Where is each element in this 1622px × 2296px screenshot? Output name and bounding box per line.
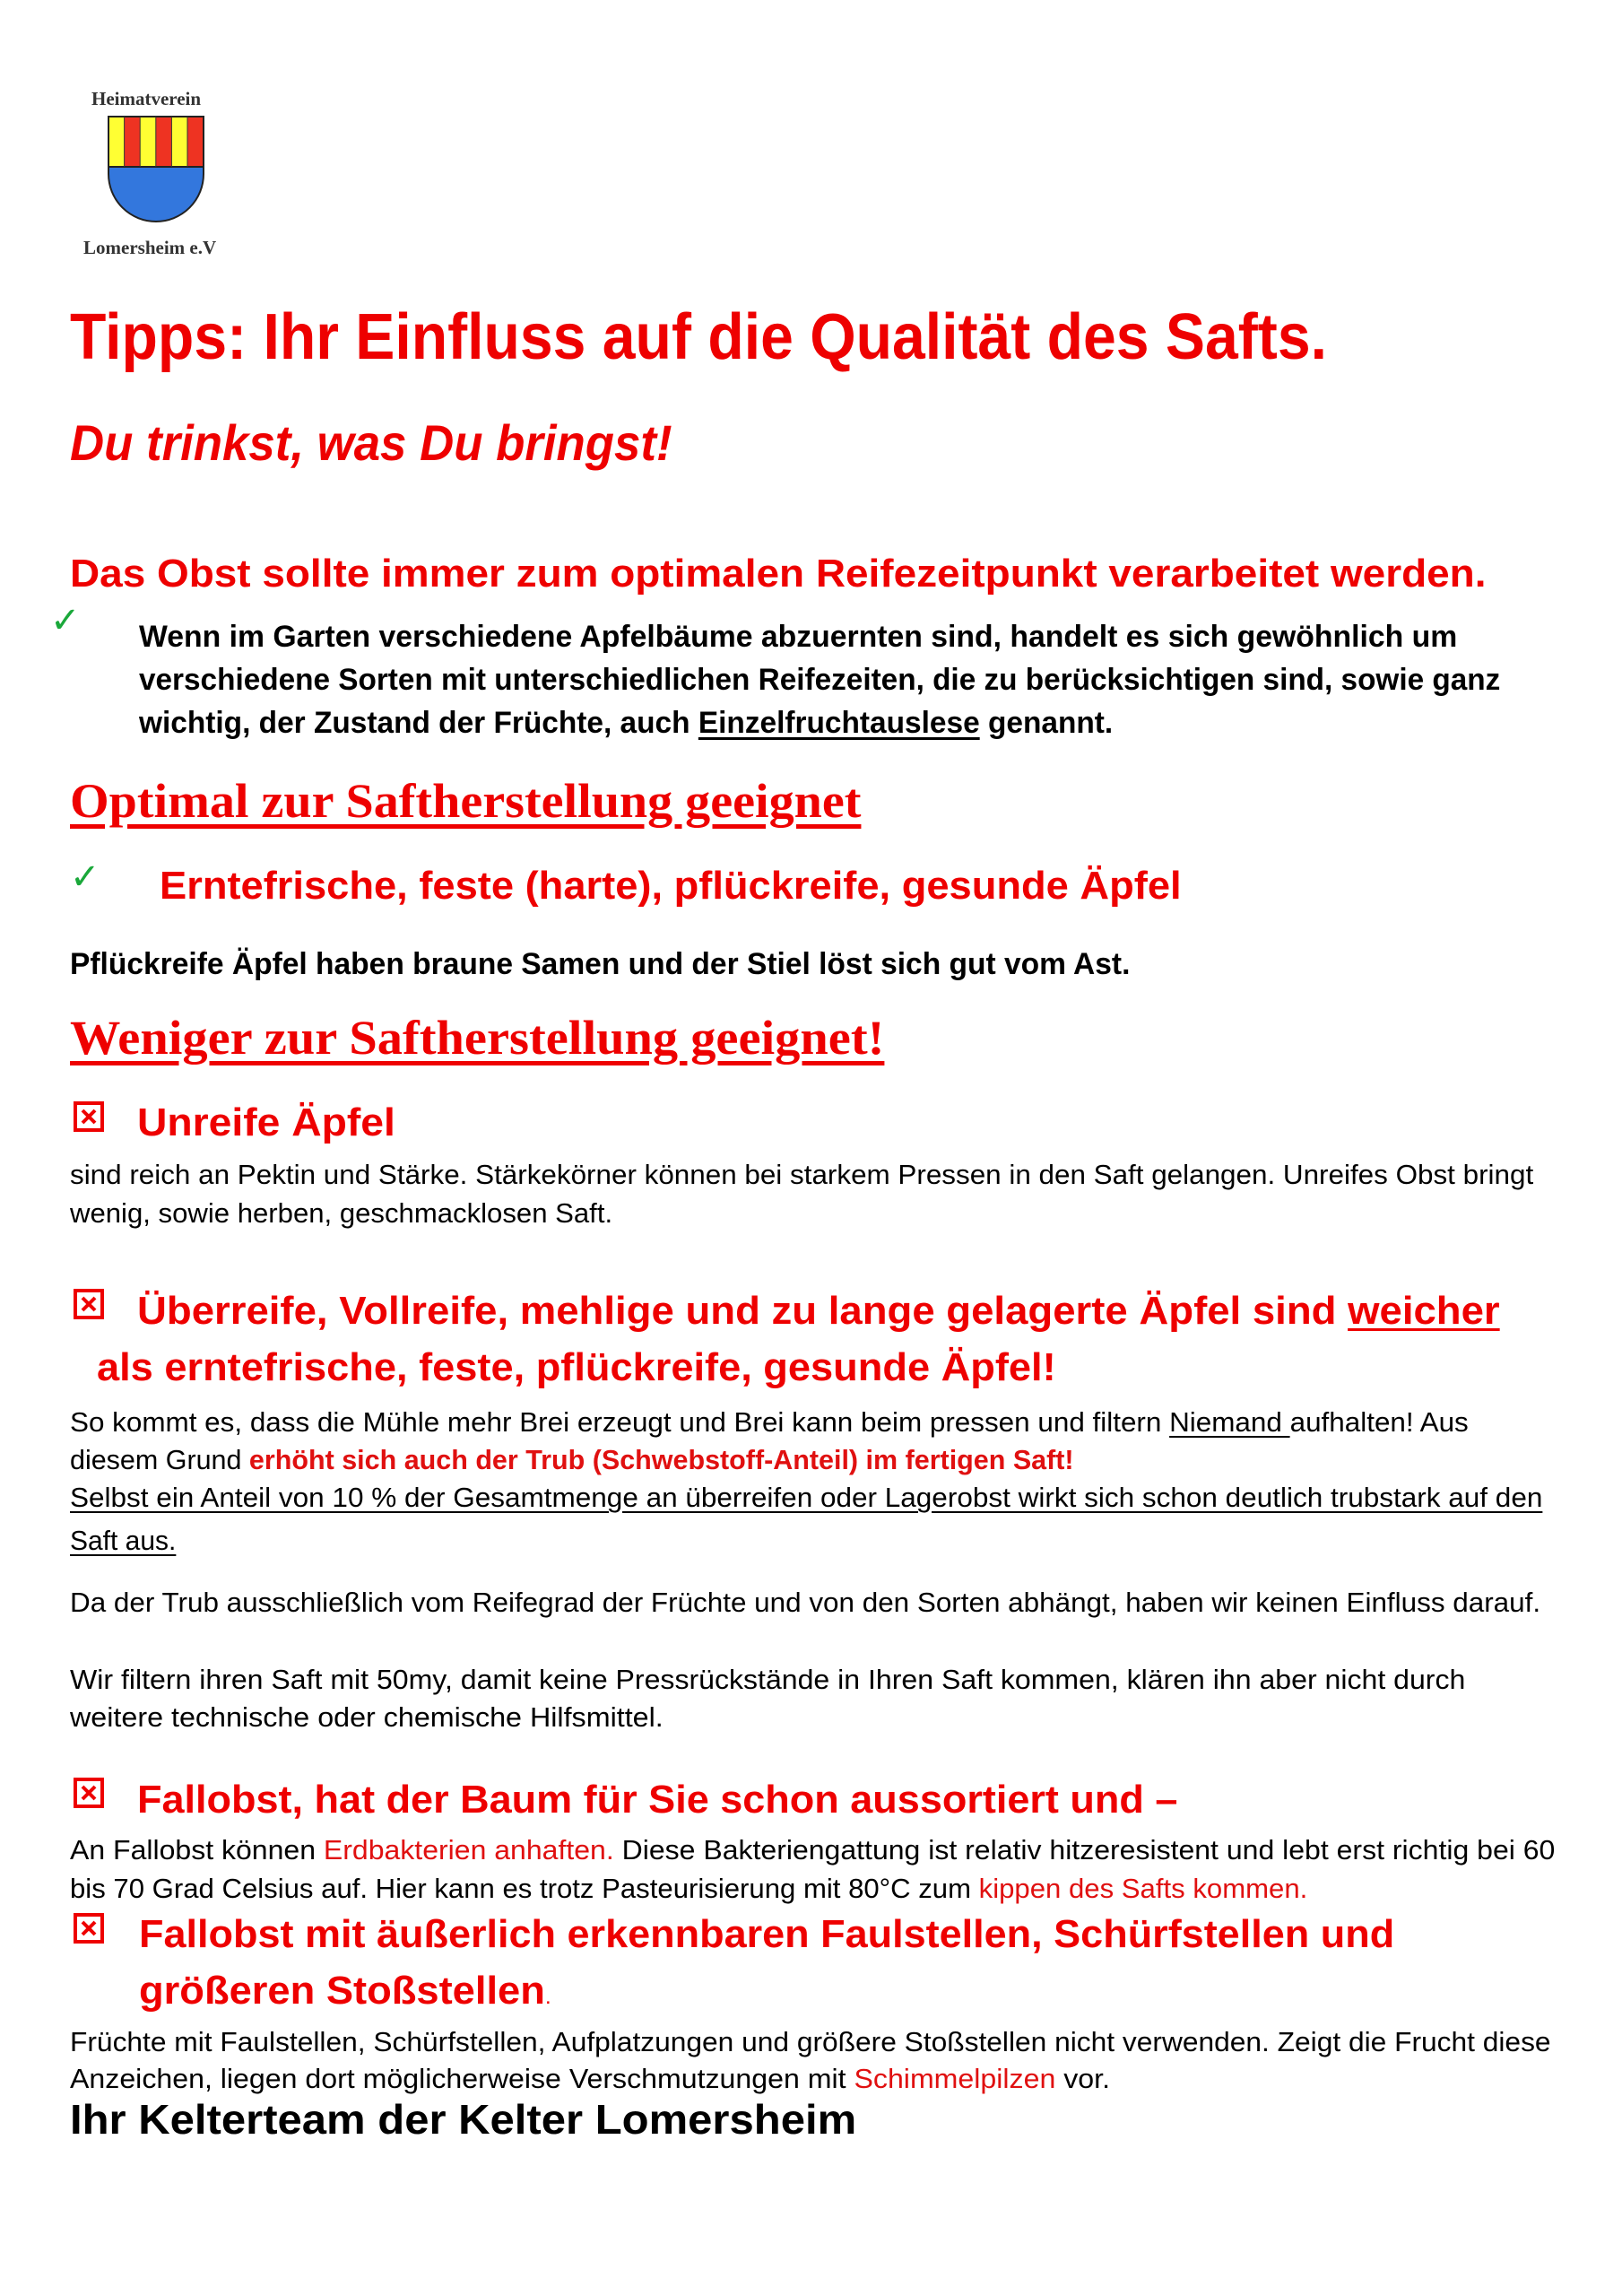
overripe-title-line [137, 1289, 1500, 1333]
fallen-text-line [70, 1836, 1555, 1864]
check-icon: ✓ [70, 857, 100, 898]
ripeness-text-line: verschiedene Sorten mit unterschiedlichen Reifezeiten, die zu berücksichtigen sind, sowie ganz [139, 663, 1501, 697]
unripe-title: Unreife Äpfel [137, 1100, 395, 1144]
damaged-title-line: Fallobst mit äußerlich erkennbaren Faulstellen, Schürfstellen und [139, 1912, 1395, 1956]
x-box-icon [74, 1289, 104, 1319]
overripe-text: So kommt es, dass die Mühle mehr Brei erzeugt und Brei kann beim pressen und filtern [70, 1406, 1170, 1438]
overripe-text-line [70, 1446, 1074, 1474]
logo-top-text: Heimatverein [91, 88, 202, 109]
fallen-text-line [70, 1874, 1307, 1902]
check-icon: ✓ [50, 600, 81, 641]
niemand-term: Niemand [1169, 1406, 1290, 1438]
erdbakterien-warning: Erdbakterien anhaften. [323, 1834, 614, 1866]
x-box-icon [74, 1913, 104, 1944]
ripeness-text-line: Wenn im Garten verschiedene Apfelbäume abzuernten sind, handelt es sich gewöhnlich um [139, 620, 1458, 654]
damaged-text-line: Früchte mit Faulstellen, Schürfstellen, Aufplatzungen und größere Stoßstellen nicht verwenden. Zeigt die Frucht diese [70, 2026, 1551, 2057]
fallen-text: Diese Bakteriengattung ist relativ hitzeresistent und lebt erst richtig bei 60 [613, 1834, 1556, 1866]
overripe-text: diesem Grund [70, 1444, 249, 1475]
page-subtitle: Du trinkst, was Du bringst! [70, 414, 672, 471]
logo-bottom-text: Lomersheim e.V [83, 237, 217, 258]
weicher-term: weicher [1348, 1289, 1500, 1333]
unripe-text-line: sind reich an Pektin und Stärke. Stärkekörner können bei starkem Pressen in den Saft gelangen. Unreifes Obst bringt [70, 1159, 1534, 1190]
optimal-note: Pflückreife Äpfel haben braune Samen und der Stiel löst sich gut vom Ast. [70, 947, 1131, 981]
x-box-icon [74, 1101, 104, 1132]
overripe-text-line: Saft aus. [70, 1525, 177, 1556]
kippen-warning: kippen des Safts kommen. [978, 1873, 1308, 1904]
einzelfruchtauslese-term: Einzelfruchtauslese [698, 706, 980, 740]
optimal-heading: Optimal zur Saftherstellung geeignet [70, 774, 862, 828]
damaged-title-period: . [544, 1985, 551, 2009]
filter-text-line: Wir filtern ihren Saft mit 50my, damit keine Pressrückstände in Ihren Saft kommen, klären ihn aber nicht durch [70, 1664, 1466, 1695]
x-box-icon [74, 1778, 104, 1808]
trub-text: Da der Trub ausschließlich vom Reifegrad der Früchte und von den Sorten abhängt, haben wir keinen Einfluss darauf. [70, 1587, 1541, 1618]
schimmelpilzen-warning: Schimmelpilzen [854, 2063, 1056, 2094]
ripeness-text-line [139, 708, 1113, 738]
damaged-text-line [70, 2065, 1110, 2092]
page-title: Tipps: Ihr Einfluss auf die Qualität des Safts. [70, 301, 1327, 373]
ripeness-text: wichtig, der Zustand der Früchte, auch [139, 706, 698, 740]
fallen-text: An Fallobst können [70, 1834, 324, 1866]
overripe-text-line [70, 1408, 1469, 1436]
ripeness-text: genannt. [979, 706, 1114, 740]
damaged-title-line2 [139, 1971, 551, 2011]
ripeness-heading: Das Obst sollte immer zum optimalen Reifezeitpunkt verarbeitet werden. [70, 552, 1487, 596]
signature: Ihr Kelterteam der Kelter Lomersheim [70, 2096, 857, 2143]
less-suitable-heading: Weniger zur Saftherstellung geeignet! [70, 1011, 885, 1065]
filter-text-line: weitere technische oder chemische Hilfsmittel. [70, 1701, 664, 1733]
damaged-text: Anzeichen, liegen dort möglicherweise Verschmutzungen mit [70, 2063, 854, 2094]
overripe-title-line2: als erntefrische, feste, pflückreife, gesunde Äpfel! [97, 1345, 1056, 1389]
fallen-text: bis 70 Grad Celsius auf. Hier kann es trotz Pasteurisierung mit 80°C zum [70, 1873, 979, 1904]
overripe-text-line: Selbst ein Anteil von 10 % der Gesamtmenge an überreifen oder Lagerobst wirkt sich schon deutlich trubstark auf den [70, 1482, 1543, 1513]
optimal-item: Erntefrische, feste (harte), pflückreife, gesunde Äpfel [160, 864, 1182, 908]
trub-warning: erhöht sich auch der Trub (Schwebstoff-Anteil) im fertigen Saft! [248, 1444, 1074, 1475]
damaged-title: größeren Stoßstellen [139, 1969, 545, 2013]
fallen-title: Fallobst, hat der Baum für Sie schon aussortiert und – [137, 1778, 1178, 1822]
unripe-text-line: wenig, sowie herben, geschmacklosen Saft. [70, 1197, 613, 1229]
coat-of-arms-icon [107, 115, 205, 222]
overripe-text: aufhalten! Aus [1289, 1406, 1469, 1438]
overripe-title: Überreife, Vollreife, mehlige und zu lange gelagerte Äpfel sind [137, 1289, 1349, 1333]
damaged-text: vor. [1055, 2063, 1110, 2094]
